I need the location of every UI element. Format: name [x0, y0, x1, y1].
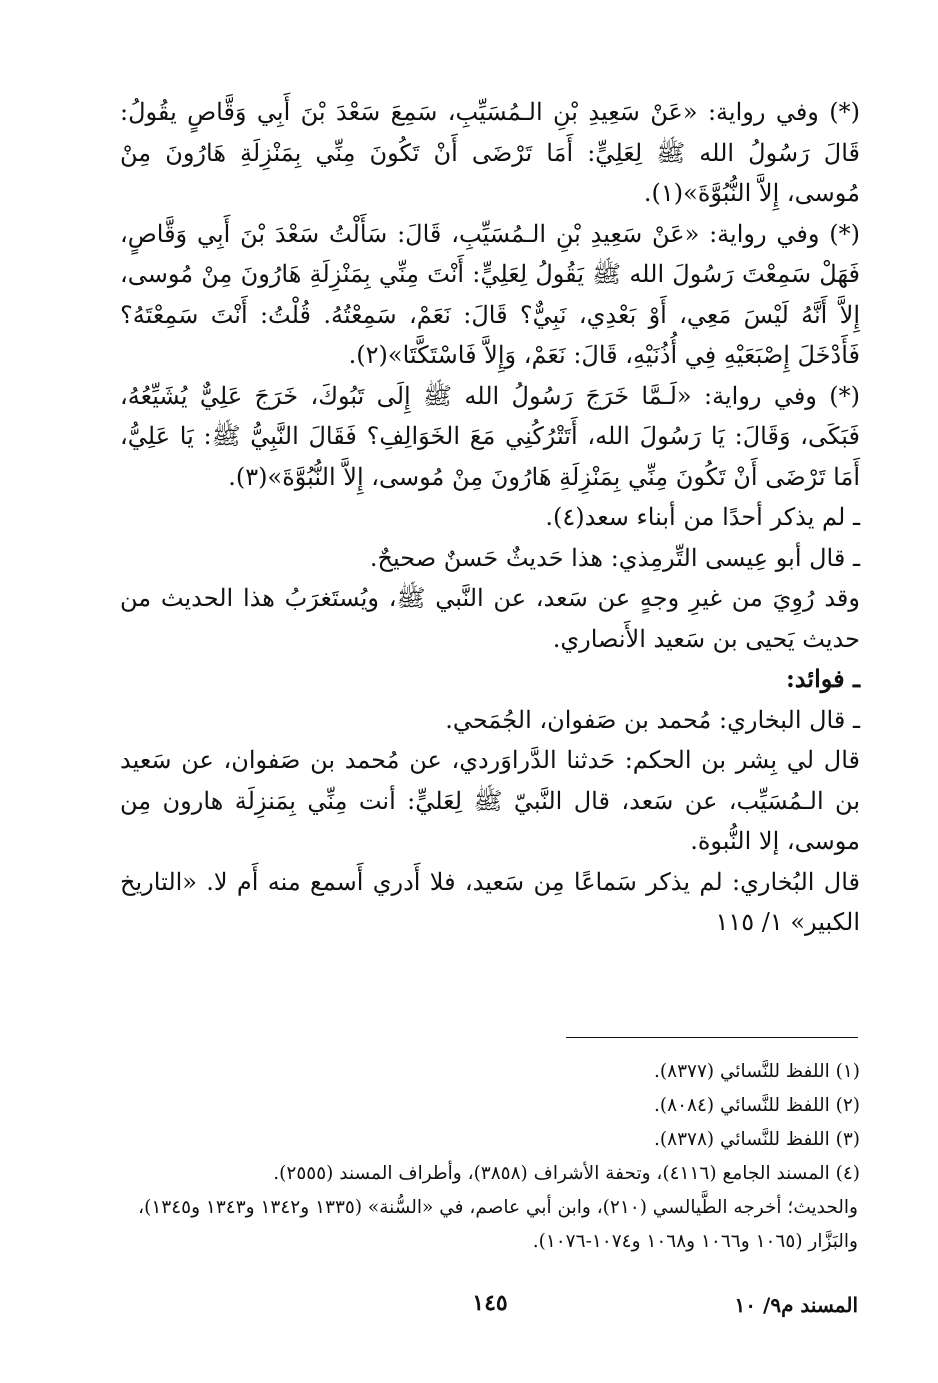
paragraph-10: قال البُخاري: لم يذكر سَماعًا مِن سَعيد، فلا أَدري أَسمع منه أَم لا. «التاريخ الكبير» ١/ ١١٥ [120, 867, 860, 936]
paragraph-6: وقد رُوِيَ من غيرِ وجهٍ عن سَعد، عن النَّبي ﷺ، ويُستَغرَبُ هذا الحديث من حديث يَحيى بن سَعيد الأَنصاري. [120, 584, 860, 653]
paragraph-9: قال لي بِشر بن الحكم: حَدثنا الدَّراوَردي، عن مُحمد بن صَفوان، عن سَعيد بن الـمُسَيِّب، عن سَعد، قال النَّبيّ ﷺ لِعَليٍّ: أنت مِنِّي بِمَنزِلَة هارون مِن موسى، إلا النُّبوة. [120, 746, 860, 855]
paragraph-5: ـ قال أبو عِيسى التِّرمِذي: هذا حَديثٌ حَسنٌ صحيحٌ. [369, 543, 860, 572]
paragraph-8: ـ قال البخاري: مُحمد بن صَفوان، الجُمَحي. [445, 705, 860, 734]
paragraph-4: ـ لم يذكر أحدًا من أبناء سعد(٤). [545, 503, 860, 531]
volume-signature: المسند م٩/ ١٠ [734, 1293, 858, 1317]
footnote-4-continued: والحديث؛ أخرجه الطَّيالسي (٢١٠)، وابن أبي عاصم، في «السُّنة» (١٣٣٥ و١٣٤٢ و١٣٤٣ و١٣٤٥)، والبَزَّار (١٠٦٥ و١٠٦٦ و١٠٦٨ و١٠٧٤-١٠٧٦). [138, 1197, 858, 1252]
footnote-1: (١) اللفظ للنَّسائي (٨٣٧٧). [654, 1061, 860, 1082]
paragraph-1: (*) وفي رواية: «عَنْ سَعِيدِ بْنِ الـمُسَيِّبِ، سَمِعَ سَعْدَ بْنَ أَبِي وَقَّاصٍ يقُولُ: قَالَ رَسُولُ الله ﷺ لِعَلِيٍّ: أَمَا تَرْضَى أَنْ تَكُونَ مِنِّي بِمَنْزِلَةِ هَارُونَ مِنْ مُوسى، إِلاَّ النُّبُوَّةَ»(١). [120, 98, 860, 207]
main-text [120, 92, 860, 943]
footnote-divider [566, 1037, 858, 1038]
footnote-4: (٤) المسند الجامع (٤١١٦)، وتحفة الأشراف (٣٨٥٨)، وأطراف المسند (٢٥٥٥). [273, 1163, 860, 1184]
footnote-2: (٢) اللفظ للنَّسائي (٨٠٨٤). [654, 1095, 860, 1116]
paragraph-7: ـ فوائد: [785, 664, 860, 693]
paragraph-2: (*) وفي رواية: «عَنْ سَعِيدِ بْنِ الـمُسَيِّبِ، قَالَ: سَأَلْتُ سَعْدَ بْنَ أَبِي وَقَّاصٍ، فَهَلْ سَمِعْتَ رَسُولَ الله ﷺ يَقُولُ لِعَلِيٍّ: أَنْتَ مِنِّي بِمَنْزِلَةِ هَارُونَ مِنْ مُوسى، إِلاَّ أَنَّهُ لَيْسَ مَعِي، أَوْ بَعْدِي، نَبِيٌّ؟ قَالَ: نَعَمْ، سَمِعْتُهُ. قُلْتُ: أَنْتَ سَمِعْتَهُ؟ فَأَدْخَلَ إِصْبَعَيْهِ فِي أُذُنَيْهِ، قَالَ: نَعَمْ، وَإِلاَّ فَاسْتَكَّتَا»(٢). [120, 219, 860, 369]
footnote-3: (٣) اللفظ للنَّسائي (٨٣٧٨). [654, 1129, 860, 1150]
footnotes [120, 1055, 860, 1259]
page-number: ١٤٥ [472, 1290, 508, 1316]
paragraph-3: (*) وفي رواية: «لَـمَّا خَرَجَ رَسُولُ الله ﷺ إِلَى تَبُوكَ، خَرَجَ عَلِيٌّ يُشَيِّعُهُ، فَبَكَى، وَقَالَ: يَا رَسُولَ الله، أَتَتْرُكُنِي مَعَ الخَوَالِفِ؟ فَقَالَ النَّبِيُّ ﷺ: يَا عَلِيُّ، أَمَا تَرْضَى أَنْ تَكُونَ مِنِّي بِمَنْزِلَةِ هَارُونَ مِنْ مُوسى، إِلاَّ النُّبُوَّةَ»(٣). [120, 381, 860, 491]
